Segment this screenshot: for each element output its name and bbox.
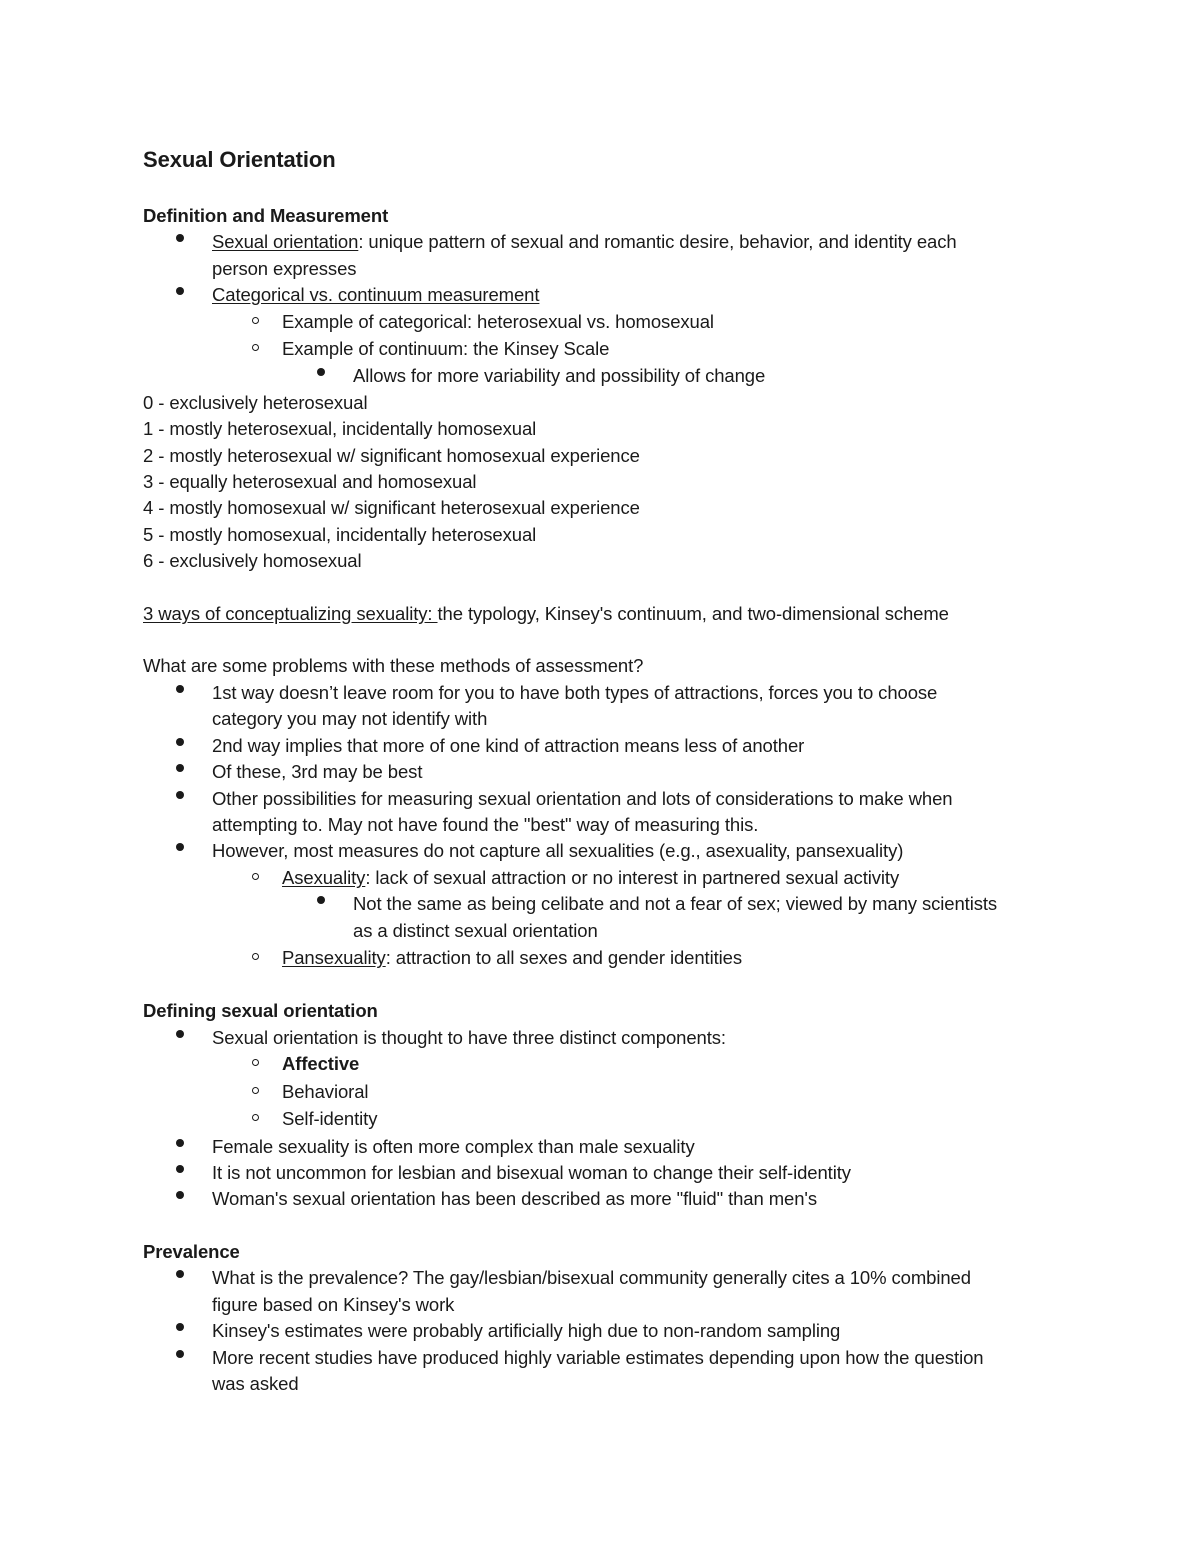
list-item — [212, 230, 957, 254]
list-item-continuation: figure based on Kinsey's work — [212, 1294, 455, 1315]
circle-bullet-icon — [252, 873, 259, 880]
bullet-icon — [176, 685, 184, 693]
bullet-icon — [176, 234, 184, 242]
bullet-icon — [176, 791, 184, 799]
kinsey-scale-line: 0 - exclusively heterosexual — [143, 392, 368, 413]
kinsey-scale-line: 2 - mostly heterosexual w/ significant homosexual experience — [143, 445, 640, 466]
bullet-icon — [176, 287, 184, 295]
component-behavioral: Behavioral — [282, 1081, 369, 1102]
circle-bullet-icon — [252, 344, 259, 351]
bullet-icon — [176, 1165, 184, 1173]
circle-bullet-icon — [252, 953, 259, 960]
bullet-icon — [176, 1323, 184, 1331]
term-pansexuality: Pansexuality — [282, 947, 386, 968]
list-item-continuation: attempting to. May not have found the "best" way of measuring this. — [212, 814, 759, 835]
sub-list-item: Example of continuum: the Kinsey Scale — [282, 338, 610, 359]
circle-bullet-icon — [252, 1114, 259, 1121]
bullet-icon — [176, 1030, 184, 1038]
kinsey-scale-line: 5 - mostly homosexual, incidentally heterosexual — [143, 524, 537, 545]
sub-sub-list-item-continuation: as a distinct sexual orientation — [353, 920, 598, 941]
circle-bullet-icon — [252, 1087, 259, 1094]
list-item: Female sexuality is often more complex than male sexuality — [212, 1136, 695, 1157]
list-item: Of these, 3rd may be best — [212, 761, 423, 782]
kinsey-scale-line: 6 - exclusively homosexual — [143, 550, 362, 571]
asexuality-definition: : lack of sexual attraction or no interest in partnered sexual activity — [365, 867, 900, 888]
component-self-identity: Self-identity — [282, 1108, 378, 1129]
section-heading-prevalence: Prevalence — [143, 1241, 240, 1262]
list-item: However, most measures do not capture all sexualities (e.g., asexuality, pansexuality) — [212, 840, 904, 861]
list-item: What is the prevalence? The gay/lesbian/bisexual community generally cites a 10% combined — [212, 1267, 971, 1288]
list-item: It is not uncommon for lesbian and bisexual woman to change their self-identity — [212, 1162, 851, 1183]
bullet-icon — [176, 738, 184, 746]
sub-sub-list-item: Allows for more variability and possibility of change — [353, 365, 766, 386]
list-item: Sexual orientation is thought to have three distinct components: — [212, 1027, 726, 1048]
page-title: Sexual Orientation — [143, 147, 336, 172]
list-item: Other possibilities for measuring sexual orientation and lots of considerations to make when — [212, 788, 953, 809]
list-item: 2nd way implies that more of one kind of attraction means less of another — [212, 735, 805, 756]
list-item: Woman's sexual orientation has been described as more "fluid" than men's — [212, 1188, 817, 1209]
ways-label: 3 ways of conceptualizing sexuality: — [143, 603, 438, 624]
kinsey-scale-line: 1 - mostly heterosexual, incidentally homosexual — [143, 418, 537, 439]
ways-text: the typology, Kinsey's continuum, and two-dimensional scheme — [437, 603, 949, 624]
kinsey-scale-line: 3 - equally heterosexual and homosexual — [143, 471, 477, 492]
list-item-continuation: person expresses — [212, 258, 357, 279]
bullet-icon — [176, 1191, 184, 1199]
bullet-icon — [317, 896, 325, 904]
list-item: More recent studies have produced highly variable estimates depending upon how the question — [212, 1347, 984, 1368]
sub-list-item — [282, 946, 742, 970]
kinsey-scale-line: 4 - mostly homosexual w/ significant heterosexual experience — [143, 497, 640, 518]
bullet-icon — [176, 1270, 184, 1278]
section-heading-defining: Defining sexual orientation — [143, 1000, 378, 1021]
list-item-continuation: category you may not identify with — [212, 708, 488, 729]
list-item: 1st way doesn’t leave room for you to have both types of attractions, forces you to choose — [212, 682, 938, 703]
definition-text: : unique pattern of sexual and romantic desire, behavior, and identity each — [358, 231, 957, 252]
ways-paragraph — [143, 602, 949, 626]
list-item: Kinsey's estimates were probably artificially high due to non-random sampling — [212, 1320, 841, 1341]
bullet-icon — [317, 368, 325, 376]
term-sexual-orientation: Sexual orientation — [212, 231, 359, 252]
sub-list-item: Example of categorical: heterosexual vs. homosexual — [282, 311, 714, 332]
problems-question: What are some problems with these methods of assessment? — [143, 655, 644, 676]
bullet-icon — [176, 764, 184, 772]
bullet-icon — [176, 1139, 184, 1147]
term-asexuality: Asexuality — [282, 867, 366, 888]
list-item-continuation: was asked — [212, 1373, 299, 1394]
circle-bullet-icon — [252, 1059, 259, 1066]
component-affective: Affective — [282, 1053, 360, 1074]
bullet-icon — [176, 843, 184, 851]
sub-sub-list-item: Not the same as being celibate and not a fear of sex; viewed by many scientists — [353, 893, 998, 914]
section-heading-definition: Definition and Measurement — [143, 205, 389, 226]
circle-bullet-icon — [252, 317, 259, 324]
sub-list-item — [282, 866, 899, 890]
pansexuality-definition: : attraction to all sexes and gender identities — [385, 947, 742, 968]
list-item: Categorical vs. continuum measurement — [212, 284, 540, 305]
bullet-icon — [176, 1350, 184, 1358]
